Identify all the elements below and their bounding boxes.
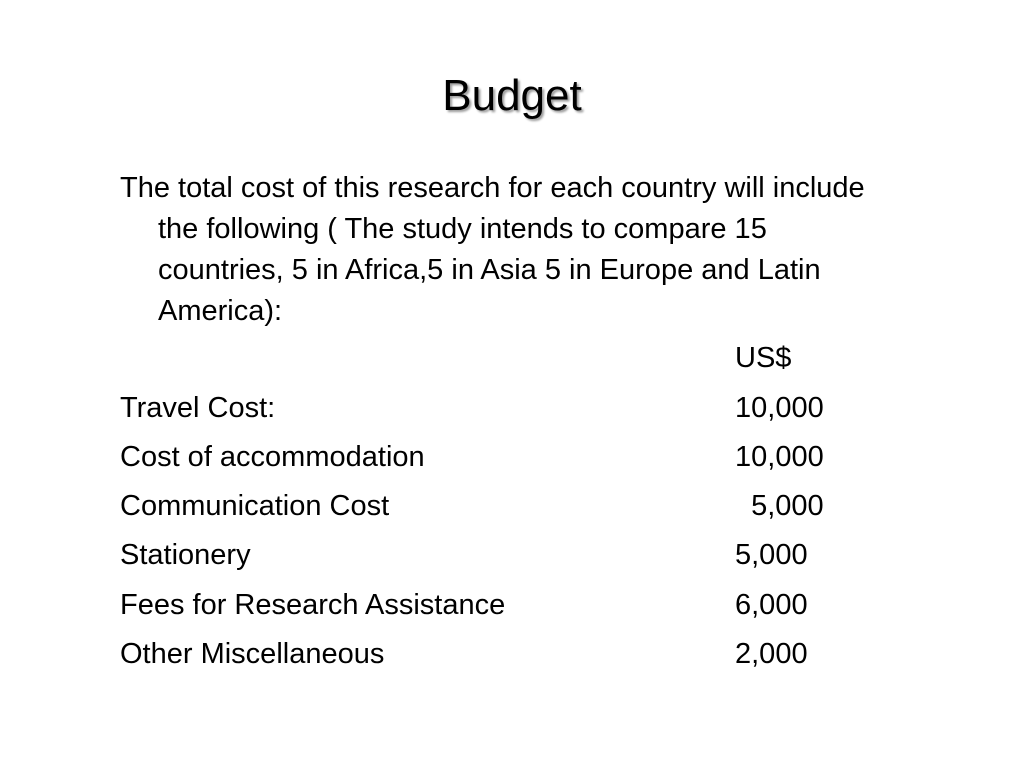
budget-item-amount: 5,000	[735, 490, 824, 522]
budget-row-communication	[120, 485, 900, 527]
budget-item-amount: 10,000	[735, 392, 824, 424]
intro-line: America):	[158, 295, 283, 327]
budget-row-miscellaneous	[120, 633, 900, 675]
currency-header: US$	[735, 342, 792, 374]
slide-title: Budget	[442, 71, 582, 120]
budget-item-amount: 2,000	[735, 638, 808, 670]
budget-item-label: Stationery	[120, 539, 251, 571]
intro-line: the following ( The study intends to compare 15	[158, 213, 767, 245]
budget-item-label: Other Miscellaneous	[120, 638, 385, 670]
budget-item-label: Travel Cost:	[120, 392, 276, 424]
intro-paragraph	[120, 168, 1010, 332]
budget-item-amount: 5,000	[735, 539, 808, 571]
budget-row-stationery	[120, 534, 900, 576]
budget-item-amount: 10,000	[735, 441, 824, 473]
intro-line: The total cost of this research for each country will include	[120, 172, 865, 204]
intro-line: countries, 5 in Africa,5 in Asia 5 in Europe and Latin	[158, 254, 821, 286]
currency-header-row	[120, 337, 900, 379]
budget-item-label: Communication Cost	[120, 490, 390, 522]
budget-row-research-assistance	[120, 584, 900, 626]
budget-row-accommodation	[120, 436, 900, 478]
budget-item-label: Cost of accommodation	[120, 441, 425, 473]
budget-item-label: Fees for Research Assistance	[120, 589, 506, 621]
budget-item-amount: 6,000	[735, 589, 808, 621]
budget-row-travel	[120, 387, 900, 429]
